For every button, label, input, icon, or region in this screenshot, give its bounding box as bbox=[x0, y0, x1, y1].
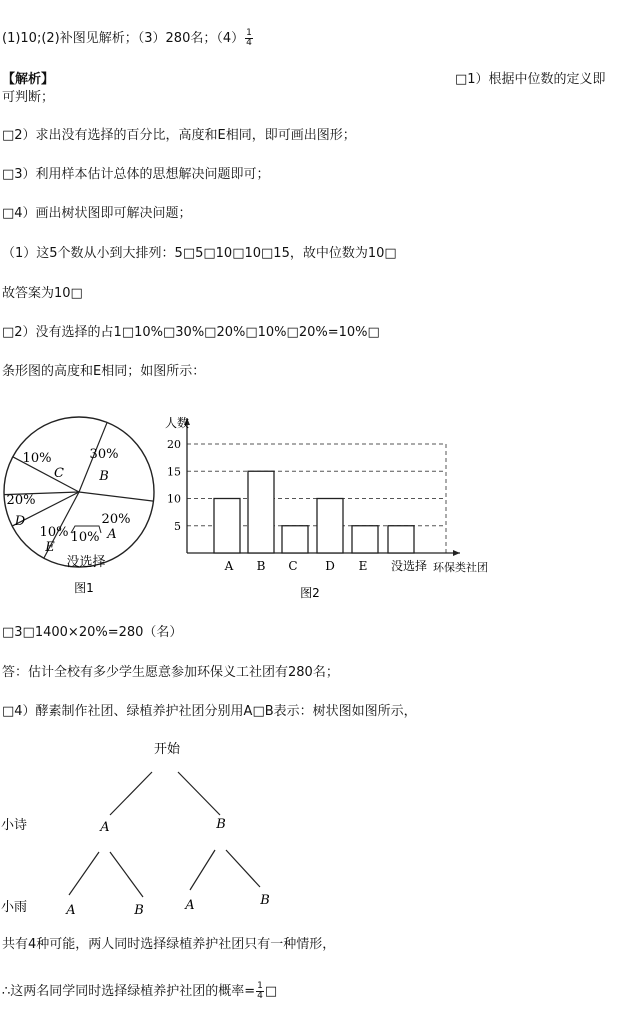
pie-slice-label: D bbox=[14, 514, 26, 529]
bar-chart bbox=[150, 410, 490, 610]
tree-node-l1-a: A bbox=[100, 820, 110, 835]
analysis-step1-cont: 可判断； bbox=[2, 90, 55, 105]
bar-x-arrow bbox=[453, 550, 460, 556]
analysis-step3: □3）利用样本估计总体的思想解决问题即可； bbox=[2, 167, 270, 182]
bar-5 bbox=[388, 526, 414, 553]
bar-y-tick-label: 5 bbox=[174, 519, 181, 533]
pie-slice-percent: 10% bbox=[39, 525, 69, 540]
solution-step3: □3□1400×20%=280（名） bbox=[2, 625, 183, 640]
pie-slice-percent: 20% bbox=[6, 493, 36, 508]
solution-step3-answer: 答：估计全校有多少学生愿意参加环保义工社团有280名； bbox=[2, 665, 339, 680]
bar-y-tick-label: 20 bbox=[167, 438, 181, 451]
pie-slice-label: B bbox=[99, 469, 109, 484]
tree-branch bbox=[178, 772, 220, 815]
answer-line bbox=[2, 29, 254, 48]
solution-step2: □2）没有选择的占1□10%□30%□20%□10%□20%=10%□ bbox=[2, 325, 380, 340]
pie-slice-percent: 30% bbox=[89, 447, 119, 462]
tree-node-l2-2: B bbox=[134, 903, 144, 918]
bar-ylabel: 人数 bbox=[165, 416, 190, 430]
tree-node-l2-3: A bbox=[185, 898, 195, 913]
bar-y-tick-label: 15 bbox=[167, 465, 181, 479]
pie-slice-label: C bbox=[54, 466, 64, 481]
pie-chart bbox=[0, 410, 165, 602]
tree-diagram bbox=[0, 735, 630, 925]
pie-slice-label: 没选择 bbox=[66, 555, 106, 570]
analysis-step1: □1）根据中位数的定义即 bbox=[455, 72, 606, 87]
tree-node-l1-b: B bbox=[216, 817, 226, 832]
solution-step4: □4）酵素制作社团、绿植养护社团分别用A□B表示：树状图如图所示， bbox=[2, 704, 417, 719]
pie-caption: 图1 bbox=[74, 581, 94, 595]
bar-category-label: D bbox=[325, 559, 335, 573]
bar-category-label: C bbox=[288, 559, 298, 573]
solution-step4-probability: ∴这两名同学同时选择绿植养护社团的概率= $\frac{1}{4}$ □ bbox=[2, 981, 278, 1001]
tree-row1-label: 小诗 bbox=[1, 818, 28, 833]
solution-step1: （1）这5个数从小到大排列：5□5□10□10□15，故中位数为10□ bbox=[2, 246, 397, 261]
bar-category-label: 没选择 bbox=[390, 559, 428, 573]
bar-xlabel: 环保类社团 bbox=[433, 561, 488, 574]
analysis-step4: □4）画出树状图即可解决问题； bbox=[2, 206, 192, 221]
bar-y-tick-label: 10 bbox=[167, 492, 181, 506]
bar-2 bbox=[282, 526, 308, 553]
bar-0 bbox=[214, 499, 240, 554]
tree-row2-label: 小雨 bbox=[1, 900, 28, 915]
probability-text: ∴这两名同学同时选择绿植养护社团的概率= bbox=[2, 984, 256, 999]
solution-step4-result: 共有4种可能，两人同时选择绿植养护社团只有一种情形， bbox=[2, 937, 336, 952]
bar-caption: 图2 bbox=[300, 586, 320, 600]
pie-slice-label: A bbox=[107, 527, 117, 542]
tree-branch bbox=[226, 850, 260, 887]
answer-fraction: $\frac{1}{4}$ bbox=[246, 28, 252, 48]
bar-4 bbox=[352, 526, 378, 553]
pie-slice-percent: 10% bbox=[22, 451, 52, 466]
pie-slice-label: E bbox=[45, 540, 55, 555]
tree-branch bbox=[69, 852, 99, 895]
solution-step2-note: 条形图的高度和E相同；如图所示： bbox=[2, 364, 206, 379]
answer-text: (1)10;(2)补图见解析；（3）280名；（4） bbox=[2, 31, 245, 46]
tree-branch bbox=[110, 772, 152, 815]
bar-category-label: B bbox=[256, 559, 266, 573]
tree-branch bbox=[190, 850, 215, 890]
analysis-step2: □2）求出没有选择的百分比，高度和E相同，即可画出图形； bbox=[2, 128, 356, 143]
tree-root: 开始 bbox=[153, 742, 181, 757]
bar-1 bbox=[248, 471, 274, 553]
bar-category-label: A bbox=[224, 559, 234, 573]
analysis-title: 【解析】 bbox=[2, 72, 55, 87]
solution-step1-answer: 故答案为10□ bbox=[2, 286, 83, 301]
bar-3 bbox=[317, 499, 343, 554]
bar-category-label: E bbox=[358, 559, 368, 573]
probability-fraction: $\frac{1}{4}$ bbox=[257, 981, 263, 1001]
tree-branch bbox=[110, 852, 143, 897]
tree-node-l2-4: B bbox=[260, 893, 270, 908]
pie-slice-percent: 10% bbox=[70, 530, 100, 545]
tree-node-l2-1: A bbox=[66, 903, 76, 918]
pie-slice-percent: 20% bbox=[101, 512, 131, 527]
